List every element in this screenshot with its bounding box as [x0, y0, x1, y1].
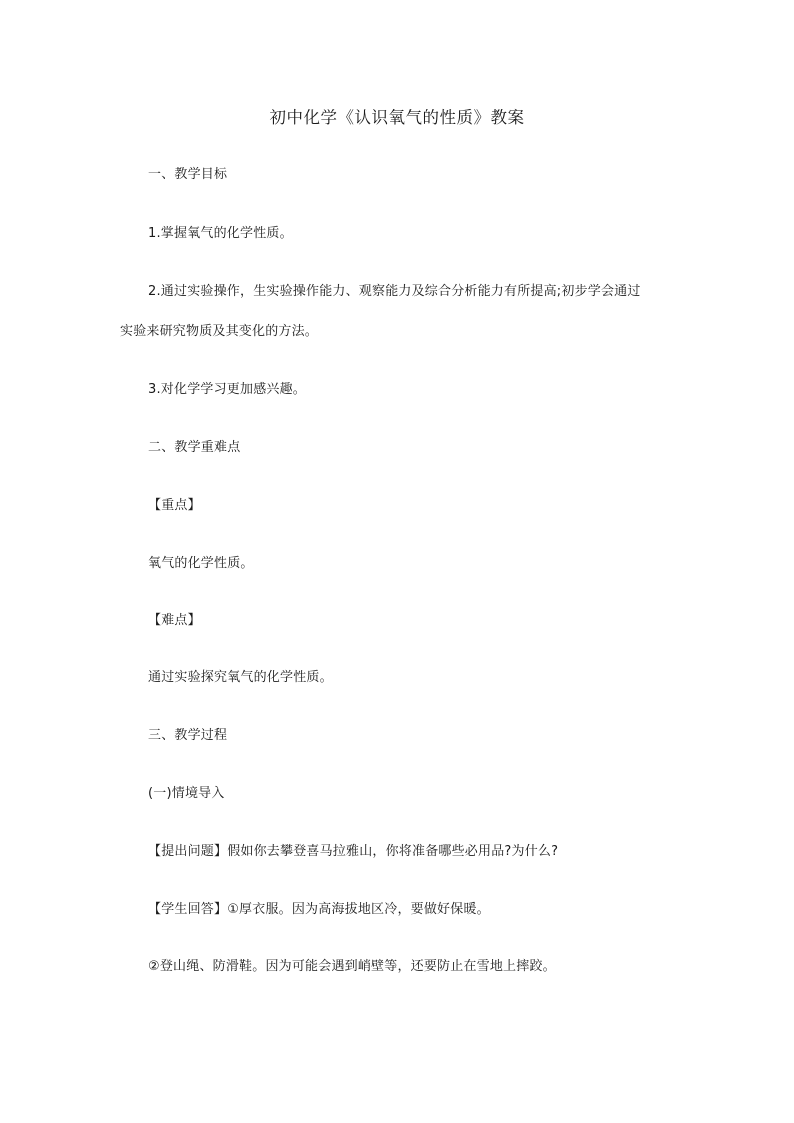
key-point-label: 【重点】: [148, 498, 201, 513]
subsection-intro: (一)情境导入: [148, 786, 225, 801]
section-heading-process: 三、教学过程: [148, 728, 228, 743]
objective-1: 1.掌握氧气的化学性质。: [148, 226, 293, 241]
answer-paragraph-1: 【学生回答】①厚衣服。因为高海拔地区冷，要做好保暖。: [148, 902, 490, 917]
objective-2-line-2: 实验来研究物质及其变化的方法。: [120, 324, 319, 339]
question-paragraph: 【提出问题】假如你去攀登喜马拉雅山，你将准备哪些必用品?为什么?: [148, 844, 559, 859]
section-heading-objectives: 一、教学目标: [148, 167, 228, 182]
document-title: 初中化学《认识氧气的性质》教案: [269, 108, 525, 127]
objective-2-line-1: 2.通过实验操作，生实验操作能力、观察能力及综合分析能力有所提高;初步学会通过: [148, 284, 641, 299]
objective-3: 3.对化学学习更加感兴趣。: [148, 382, 307, 397]
key-point-text: 氧气的化学性质。: [148, 556, 254, 571]
difficulty-label: 【难点】: [148, 613, 201, 628]
difficulty-text: 通过实验探究氧气的化学性质。: [148, 670, 333, 685]
section-heading-key-points: 二、教学重难点: [148, 440, 241, 455]
answer-paragraph-2: ②登山绳、防滑鞋。因为可能会遇到峭壁等，还要防止在雪地上摔跤。: [148, 959, 556, 974]
